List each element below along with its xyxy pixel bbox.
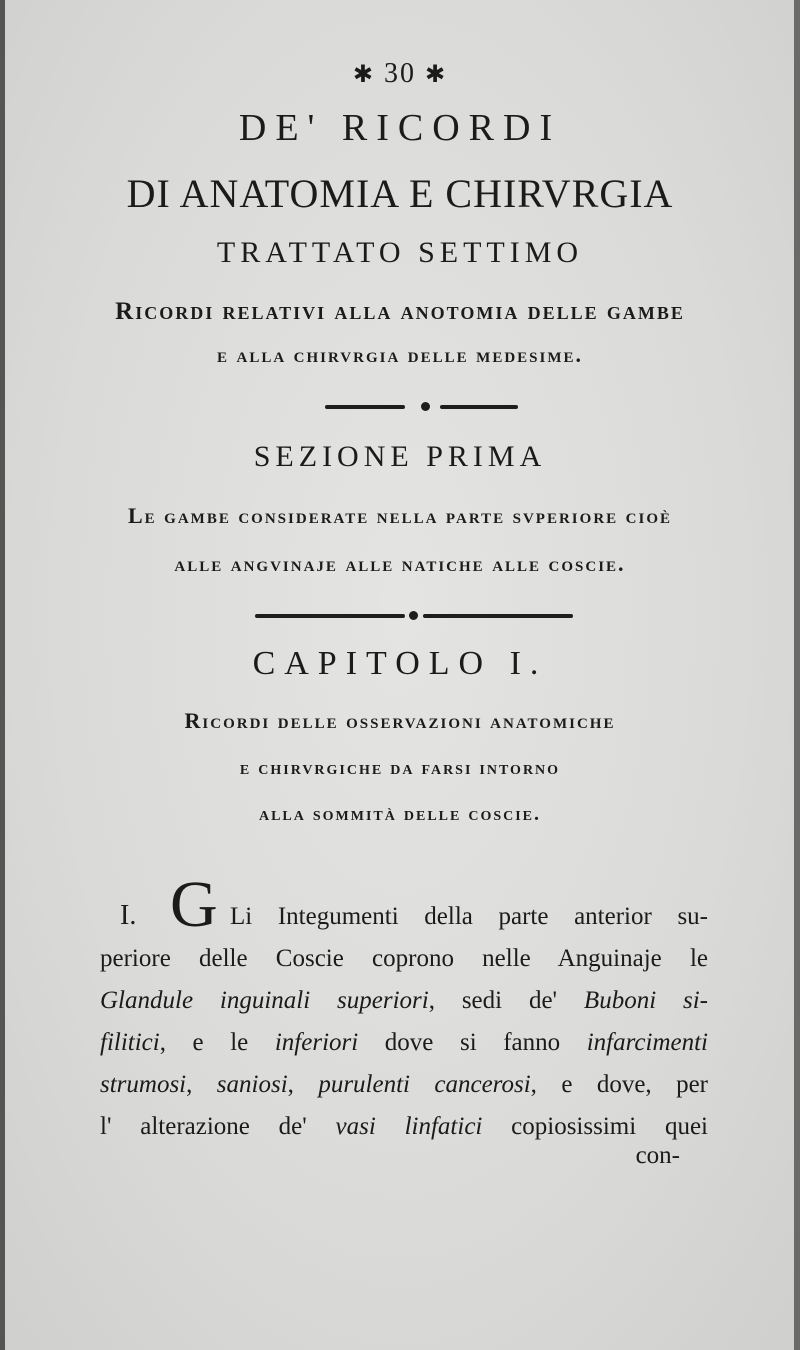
body-line-1: Li Integumenti della parte anterior su- <box>230 903 708 930</box>
body-line-5 <box>100 1071 708 1099</box>
chapter-title-line-1: Ricordi delle osservazioni anatomiche <box>184 708 616 733</box>
rule-dot <box>421 402 430 411</box>
section-heading: SEZIONE PRIMA <box>253 440 547 473</box>
italic-text: strumosi <box>100 1071 187 1098</box>
italic-text: inferiori <box>274 1029 359 1056</box>
italic-text: Glandule inguinali superiori <box>100 987 429 1014</box>
italic-text: Buboni si- <box>583 987 708 1014</box>
ornament-star-icon: ✱ <box>352 60 375 88</box>
rule-segment <box>440 405 518 409</box>
rule-dot <box>409 611 418 620</box>
roman-text: copiosissimi quei <box>482 1113 708 1140</box>
ornament-star-icon: ✱ <box>425 60 448 88</box>
body-line-4 <box>100 1029 708 1057</box>
roman-text: l' alterazione de' <box>100 1113 336 1140</box>
roman-text: , e le <box>159 1029 275 1056</box>
chapter-title-line-2: e chirvrgiche da farsi intorno <box>239 757 561 779</box>
italic-text: infarcimenti <box>586 1029 708 1056</box>
section-description-line-1: Le gambe considerate nella parte svperiore cioè <box>128 503 672 528</box>
rule-segment <box>423 614 573 618</box>
italic-text: saniosi <box>216 1071 288 1098</box>
title-line-3: TRATTATO SETTIMO <box>216 236 584 269</box>
chapter-heading: CAPITOLO I. <box>252 645 548 682</box>
subtitle-line-2: e alla chirvrgia delle medesime. <box>216 342 584 367</box>
roman-text: , <box>186 1071 217 1098</box>
roman-text: , sedi de' <box>428 987 584 1014</box>
chapter-title-line-3: alla sommità delle coscie. <box>258 803 542 825</box>
rule-segment <box>325 405 405 409</box>
section-description-line-2: alle angvinaje alle natiche alle coscie. <box>174 551 626 576</box>
page-number-header <box>0 58 800 90</box>
paragraph-number: I. <box>120 900 137 931</box>
drop-cap: G <box>170 868 218 941</box>
rule-segment <box>255 614 405 618</box>
page-number: 30 <box>384 58 416 89</box>
italic-text: filitici <box>100 1029 160 1056</box>
body-line-3 <box>100 987 708 1015</box>
italic-text: vasi linfatici <box>335 1113 483 1140</box>
italic-text: purulenti cancerosi <box>318 1071 531 1098</box>
body-line-2: periore delle Coscie coprono nelle Anguinaje le <box>100 945 708 972</box>
roman-text: dove si fanno <box>358 1029 587 1056</box>
subtitle-line-1: Ricordi relativi alla anotomia delle gambe <box>115 298 685 325</box>
roman-text: , <box>287 1071 319 1098</box>
title-line-1: DE' RICORDI <box>238 107 562 149</box>
title-line-2: DI ANATOMIA E CHIRVRGIA <box>126 171 674 216</box>
roman-text: , e dove, per <box>530 1071 708 1098</box>
body-line-6 <box>100 1113 708 1141</box>
catchword: con- <box>635 1142 680 1169</box>
